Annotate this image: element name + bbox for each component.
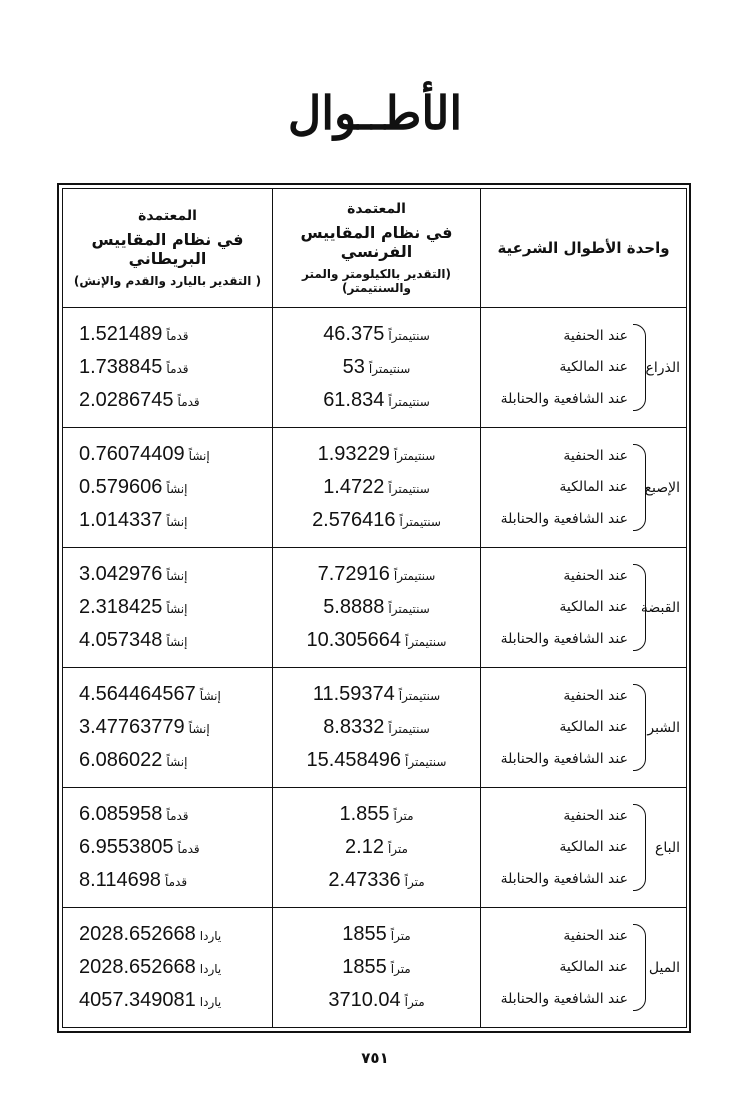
header-french-line1: المعتمدة	[347, 201, 406, 217]
school-label: عند الشافعية والحنابلة	[500, 631, 628, 648]
value-unit: سنتيمتراً	[405, 755, 447, 769]
french-values-cell	[273, 428, 481, 548]
value-number: 3.47763779	[79, 716, 185, 738]
school-label: عند الشافعية والحنابلة	[500, 511, 628, 528]
british-values-cell	[63, 788, 273, 908]
french-values-cell	[273, 908, 481, 1028]
value-unit: سنتيمتراً	[388, 395, 430, 409]
french-values-list	[273, 668, 480, 787]
school-label: عند الشافعية والحنابلة	[500, 391, 628, 408]
british-values-list	[63, 308, 272, 427]
value-row	[63, 629, 272, 652]
value-unit: قدماً	[166, 809, 189, 823]
value-unit: إنشاً	[166, 482, 188, 496]
french-values-list	[273, 788, 480, 907]
value-row	[273, 323, 480, 346]
value-row	[63, 803, 272, 826]
value-row	[63, 389, 272, 412]
value-number: 4057.349081	[79, 989, 196, 1011]
unit-cell	[481, 908, 687, 1028]
value-row	[273, 716, 480, 739]
school-label: عند المالكية	[559, 479, 628, 496]
value-number: 4.564464567	[79, 683, 196, 705]
unit-name: الميل	[648, 959, 680, 976]
value-unit: إنشاً	[188, 449, 210, 463]
value-row	[63, 509, 272, 532]
value-number: 8.8332	[323, 716, 385, 738]
value-number: 2.12	[345, 836, 384, 858]
value-unit: إنشاً	[166, 755, 188, 769]
school-label: عند الحنفية	[563, 567, 628, 584]
school-label: عند المالكية	[559, 719, 628, 736]
value-number: 53	[342, 356, 365, 378]
unit-cell	[481, 308, 687, 428]
value-unit: متراً	[390, 962, 411, 976]
value-row	[273, 356, 480, 379]
value-unit: سنتيمتراً	[393, 449, 436, 463]
value-row	[273, 749, 480, 772]
value-unit: ياردا	[199, 929, 222, 943]
value-number: 61.834	[323, 389, 385, 411]
value-unit: إنشاً	[188, 722, 210, 736]
brace-icon	[633, 924, 646, 1011]
brace-icon	[633, 684, 646, 771]
school-label: عند المالكية	[559, 359, 628, 376]
french-values-list	[273, 548, 480, 667]
value-row	[273, 443, 480, 466]
table-row	[63, 308, 687, 428]
value-number: 1855	[342, 956, 387, 978]
value-number: 3710.04	[328, 989, 401, 1011]
school-label: عند المالكية	[559, 599, 628, 616]
table-row	[63, 428, 687, 548]
header-british-line1: المعتمدة	[138, 208, 197, 224]
value-row	[63, 683, 272, 706]
header-french-line2: في نظام المقاييس الفرنسي	[300, 223, 453, 261]
value-row	[273, 596, 480, 619]
header-french-line3: (التقدير بالكيلومتر والمتر والسنتيمتر)	[302, 267, 451, 295]
value-number: 1.4722	[323, 476, 385, 498]
british-values-cell	[63, 908, 273, 1028]
value-number: 2.47336	[328, 869, 401, 891]
brace-icon	[633, 324, 646, 411]
school-label: عند المالكية	[559, 959, 628, 976]
french-values-cell	[273, 668, 481, 788]
value-number: 1.521489	[79, 323, 163, 345]
value-number: 6.9553805	[79, 836, 174, 858]
value-row	[63, 596, 272, 619]
unit-cell	[481, 548, 687, 668]
british-values-cell	[63, 308, 273, 428]
value-number: 4.057348	[79, 629, 163, 651]
value-unit: متراً	[390, 929, 411, 943]
table-row	[63, 548, 687, 668]
school-list	[501, 308, 628, 427]
value-row	[273, 476, 480, 499]
page-title: الأطــوال	[287, 86, 463, 140]
british-values-list	[63, 428, 272, 547]
school-list	[501, 428, 628, 547]
value-number: 10.305664	[306, 629, 402, 651]
school-label: عند الحنفية	[563, 687, 628, 704]
value-row	[63, 563, 272, 586]
value-number: 8.114698	[79, 869, 161, 891]
school-list	[501, 668, 628, 787]
value-number: 1.855	[339, 803, 390, 825]
value-row	[273, 389, 480, 412]
british-values-cell	[63, 548, 273, 668]
british-values-list	[63, 668, 272, 787]
value-row	[63, 443, 272, 466]
lengths-table	[62, 188, 687, 1028]
unit-name: القبضة	[640, 599, 680, 616]
value-number: 1.014337	[79, 509, 163, 531]
british-values-list	[63, 788, 272, 907]
value-unit: متراً	[404, 875, 425, 889]
value-unit: ياردا	[199, 995, 222, 1009]
value-row	[63, 869, 272, 892]
value-row	[273, 563, 480, 586]
table-row	[63, 908, 687, 1028]
value-number: 2.576416	[312, 509, 396, 531]
french-values-cell	[273, 308, 481, 428]
school-list	[501, 788, 628, 907]
value-unit: سنتيمتراً	[399, 515, 441, 529]
brace-icon	[633, 444, 646, 531]
value-number: 7.72916	[317, 563, 390, 585]
value-row	[273, 989, 480, 1012]
value-row	[63, 323, 272, 346]
french-values-list	[273, 428, 480, 547]
value-unit: متراً	[387, 842, 408, 856]
header-british-line2: في نظام المقاييس البريطاني	[91, 230, 244, 268]
school-label: عند الحنفية	[563, 327, 628, 344]
brace-icon	[633, 804, 646, 891]
value-number: 0.579606	[79, 476, 163, 498]
unit-name: الشبر	[647, 719, 680, 736]
school-label: عند الشافعية والحنابلة	[500, 871, 628, 888]
unit-name: الباع	[655, 839, 680, 856]
unit-cell	[481, 788, 687, 908]
value-number: 0.76074409	[79, 443, 185, 465]
value-row	[273, 803, 480, 826]
header-british-line3: ( التقدير باليارد والقدم والإنش)	[73, 274, 262, 288]
value-row	[63, 749, 272, 772]
brace-icon	[633, 564, 646, 651]
header-unit-column: واحدة الأطوال الشرعية	[481, 189, 687, 308]
school-list	[501, 548, 628, 667]
table-body	[63, 308, 687, 1028]
school-label: عند الحنفية	[563, 447, 628, 464]
value-unit: متراً	[404, 995, 425, 1009]
value-number: 11.59374	[312, 683, 395, 705]
school-label: عند الشافعية والحنابلة	[500, 751, 628, 768]
header-british-column	[63, 189, 273, 308]
value-unit: سنتيمتراً	[388, 722, 430, 736]
value-number: 6.086022	[79, 749, 163, 771]
french-values-list	[273, 308, 480, 427]
british-values-list	[63, 548, 272, 667]
value-unit: إنشاً	[166, 635, 188, 649]
value-number: 2.0286745	[79, 389, 174, 411]
school-label: عند المالكية	[559, 839, 628, 856]
french-values-list	[273, 908, 480, 1027]
value-number: 3.042976	[79, 563, 163, 585]
value-row	[273, 629, 480, 652]
value-row	[63, 836, 272, 859]
school-list	[501, 908, 628, 1027]
value-unit: إنشاً	[199, 689, 221, 703]
value-number: 15.458496	[306, 749, 402, 771]
british-values-cell	[63, 428, 273, 548]
school-label: عند الشافعية والحنابلة	[500, 991, 628, 1008]
value-unit: إنشاً	[166, 602, 188, 616]
value-row	[273, 509, 480, 532]
value-unit: قدماً	[177, 842, 200, 856]
value-number: 5.8888	[323, 596, 385, 618]
value-row	[63, 956, 272, 979]
value-row	[273, 956, 480, 979]
value-number: 2028.652668	[79, 923, 196, 945]
unit-cell	[481, 428, 687, 548]
french-values-cell	[273, 788, 481, 908]
value-unit: قدماً	[177, 395, 200, 409]
value-row	[63, 476, 272, 499]
value-unit: قدماً	[166, 362, 189, 376]
value-unit: إنشاً	[166, 569, 188, 583]
value-row	[273, 836, 480, 859]
value-unit: سنتيمتراً	[405, 635, 447, 649]
british-values-list	[63, 908, 272, 1027]
value-row	[273, 923, 480, 946]
header-french-column	[273, 189, 481, 308]
value-row	[63, 923, 272, 946]
table-row	[63, 788, 687, 908]
value-number: 46.375	[323, 323, 385, 345]
value-unit: متراً	[393, 809, 414, 823]
page-number: ٧٥١	[361, 1049, 389, 1067]
value-row	[273, 869, 480, 892]
value-unit: سنتيمتراً	[388, 329, 430, 343]
value-unit: سنتيمتراً	[398, 689, 441, 703]
value-number: 1.93229	[317, 443, 390, 465]
value-row	[63, 716, 272, 739]
value-number: 2028.652668	[79, 956, 196, 978]
unit-name: الذراع	[645, 359, 680, 376]
value-row	[63, 989, 272, 1012]
lengths-table-frame	[57, 183, 691, 1033]
british-values-cell	[63, 668, 273, 788]
table-row	[63, 668, 687, 788]
value-unit: ياردا	[199, 962, 222, 976]
value-number: 6.085958	[79, 803, 163, 825]
value-unit: سنتيمتراً	[393, 569, 436, 583]
value-number: 1.738845	[79, 356, 163, 378]
french-values-cell	[273, 548, 481, 668]
value-row	[63, 356, 272, 379]
value-row	[273, 683, 480, 706]
table-header-row	[63, 189, 687, 308]
unit-name: الإصبع	[644, 479, 680, 496]
value-number: 1855	[342, 923, 387, 945]
school-label: عند الحنفية	[563, 807, 628, 824]
value-unit: قدماً	[166, 329, 189, 343]
value-unit: قدماً	[164, 875, 188, 889]
value-unit: سنتيمتراً	[388, 602, 430, 616]
value-unit: إنشاً	[166, 515, 188, 529]
unit-cell	[481, 668, 687, 788]
value-number: 2.318425	[79, 596, 163, 618]
value-unit: سنتيمتراً	[388, 482, 430, 496]
school-label: عند الحنفية	[563, 927, 628, 944]
value-unit: سنتيمتراً	[368, 362, 411, 376]
